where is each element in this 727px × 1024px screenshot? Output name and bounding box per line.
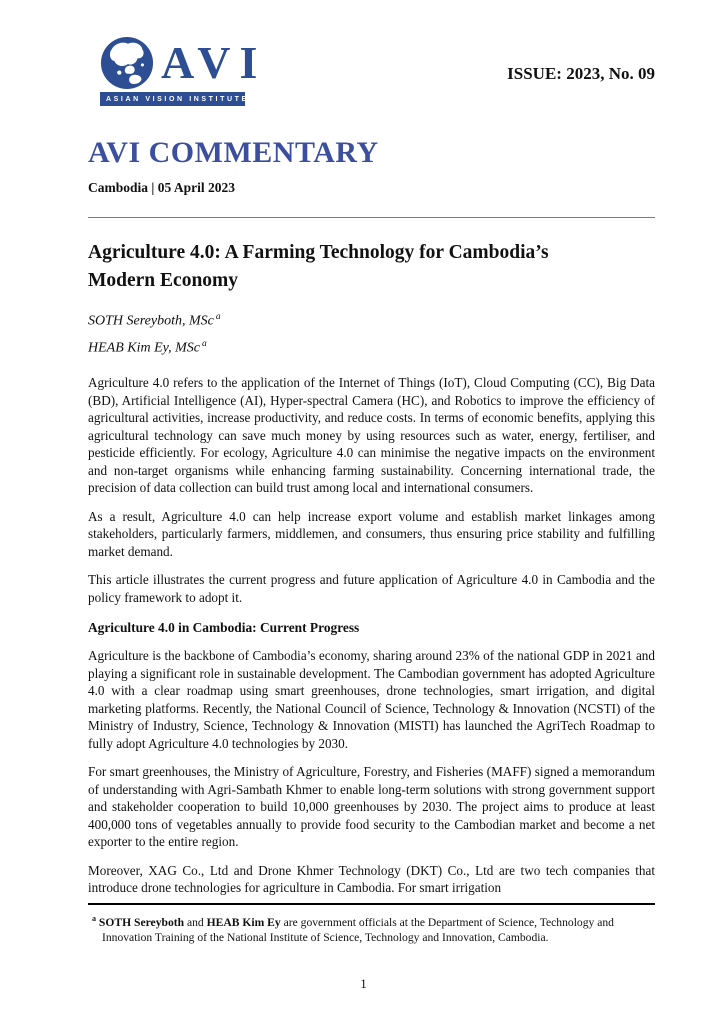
author-list	[88, 306, 655, 359]
footnote-area	[88, 903, 655, 946]
author-name: SOTH Sereyboth, MSc	[88, 313, 214, 329]
logo-institute-bar: ASIAN VISION INSTITUTE	[100, 92, 245, 106]
paragraph: Agriculture is the backbone of Cambodia’s economy, sharing around 23% of the national GDP in 2021 and playing a significant role in sustainable development. The Cambodian government has adopted Agriculture 4.0 with a clear roadmap using smart greenhouses, drone technologies, smart irrigation, and digital marketing platforms. Recently, the National Council of Science, Technology & Innovation (NCSTI) of the Ministry of Industry, Science, Technology & Innovation (MISTI) has launched the AgriTech Roadmap to fully adopt Agriculture 4.0 technologies by 2030.	[88, 648, 655, 751]
dateline: Cambodia | 05 April 2023	[88, 180, 235, 195]
paragraph: For smart greenhouses, the Ministry of Agriculture, Forestry, and Fisheries (MAFF) signed a memorandum of understanding with Agri-Sambath Khmer to enable long-term solutions with strong government support and stakeholder cooperation to build 10,000 greenhouses by 2030. The project aims to produce at least 400,000 tons of vegetables annually to provide food security to the Cambodian market and become a net exporter to the entire region.	[88, 764, 655, 850]
page-header	[88, 36, 655, 106]
issue-number: ISSUE: 2023, No. 09	[507, 64, 655, 83]
paragraph: As a result, Agriculture 4.0 can help increase export volume and establish market linkages among stakeholders, particularly farmers, middlemen, and consumers, thus ensuring price stability and fulfilling market demand.	[88, 508, 655, 559]
paragraph: This article illustrates the current progress and future application of Agriculture 4.0 in Cambodia and the policy framework to adopt it.	[88, 572, 655, 605]
author-line	[88, 333, 655, 360]
footnote	[92, 911, 655, 946]
masthead-divider	[88, 217, 655, 218]
paragraph: Moreover, XAG Co., Ltd and Drone Khmer Technology (DKT) Co., Ltd are two tech companies that introduce drone technologies for agriculture in Cambodia. For smart irrigation	[88, 862, 655, 896]
logo-wordmark: AVI	[161, 37, 267, 88]
footnote-marker: a	[92, 914, 96, 923]
footnote-author-2: HEAB Kim Ey	[206, 915, 281, 929]
footnote-author-1: SOTH Sereyboth	[98, 915, 185, 929]
article-body	[88, 374, 655, 897]
page-number: 1	[360, 976, 367, 991]
footnote-joiner: and	[184, 915, 207, 929]
author-line	[88, 306, 655, 333]
author-affiliation-marker: a	[215, 312, 221, 322]
globe-icon	[100, 36, 154, 90]
masthead-title: AVI COMMENTARY	[88, 136, 379, 169]
footnote-text: are government officials at the Department of Science, Technology and Innovation Training of the National Institute of Science, Technology and Innovation, Cambodia.	[102, 915, 614, 945]
author-affiliation-marker: a	[201, 338, 207, 349]
avi-logo	[100, 36, 266, 106]
author-name: HEAB Kim Ey, MSc	[88, 340, 200, 356]
section-heading: Agriculture 4.0 in Cambodia: Current Progress	[88, 620, 360, 636]
avi-logo-row	[100, 36, 266, 90]
paragraph: Agriculture 4.0 refers to the application of the Internet of Things (IoT), Cloud Computing (CC), Big Data (BD), Artificial Intelligence (AI), Hyper-spectral Camera (HC), and Robotics to improve the efficiency of agricultural activities, increase productivity, and reduce costs. In terms of economic benefits, applying this agricultural technology can save much money by using resources such as water, energy, fertiliser, and pesticide efficiently. For ecology, Agriculture 4.0 can minimise the negative impacts on the environment and non-target organisms while enhancing farming sustainability. Concerning international trade, the precision of data collection can build trust among local and international consumers.	[88, 375, 655, 496]
footnote-divider	[88, 903, 655, 905]
article-title: Agriculture 4.0: A Farming Technology for Cambodia’s Modern Economy	[88, 242, 549, 291]
